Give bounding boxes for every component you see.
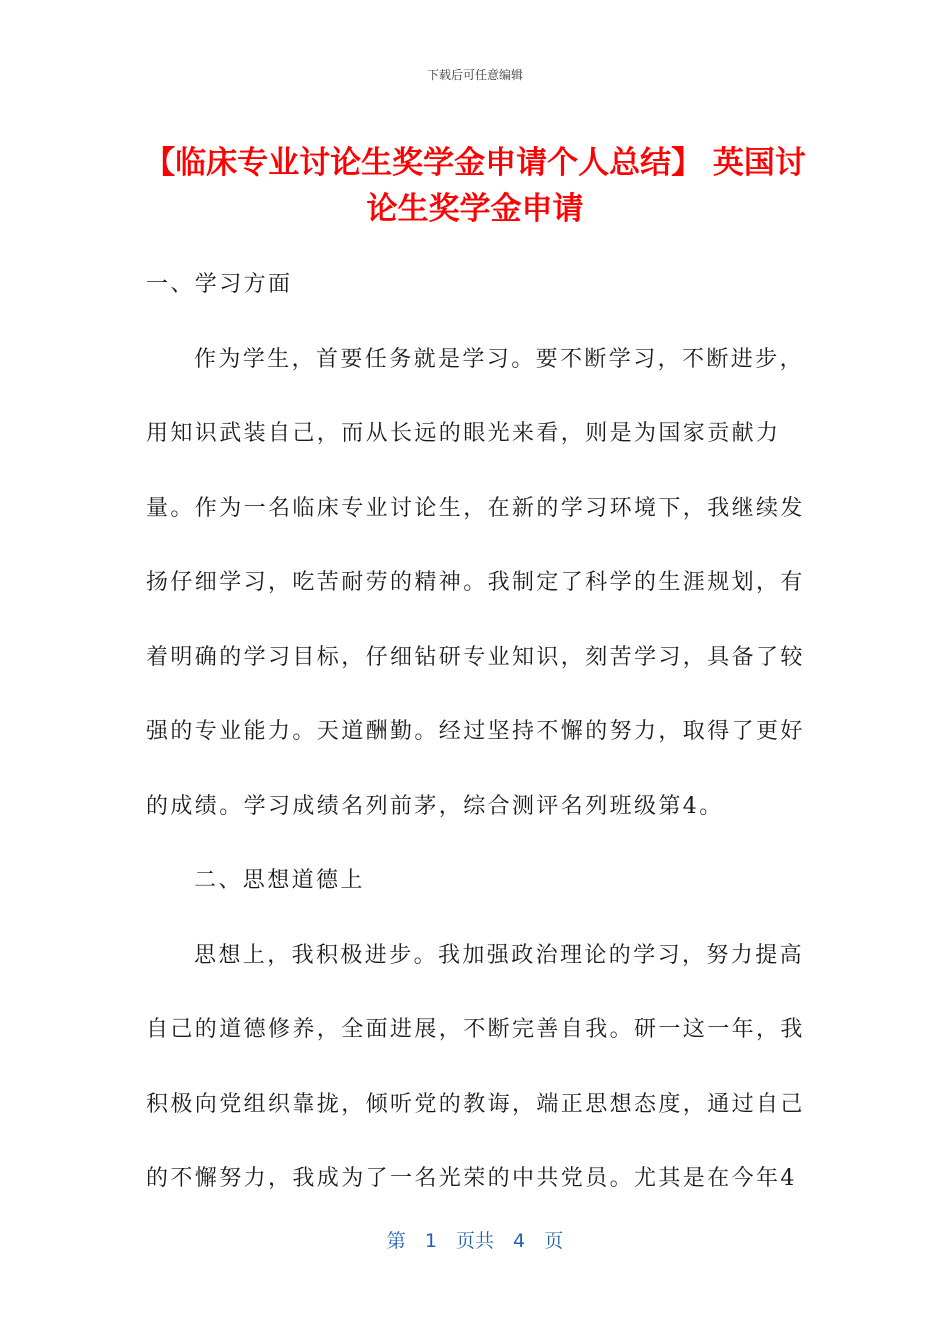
document-title: 【临床专业讨论生奖学金申请个人总结】 英国讨论生奖学金申请 [144, 145, 806, 227]
footer-mid: 页共 [455, 1230, 494, 1252]
document-body [146, 248, 806, 1217]
footer-page-total: 4 [513, 1230, 526, 1252]
footer-page-current: 1 [424, 1230, 437, 1252]
paragraph-study: 作为学生，首要任务就是学习。要不断学习，不断进步，用知识武装自己，而从长远的眼光来看，则是为国家贡献力量。作为一名临床专业讨论生，在新的学习环境下，我继续发扬仔细学习，吃苦耐劳的精神。我制定了科学的生涯规划，有着明确的学习目标，仔细钻研专业知识，刻苦学习，具备了较强的专业能力。天道酬勤。经过坚持不懈的努力，取得了更好的成绩。学习成绩名列前茅，综合测评名列班级第4。 [146, 346, 805, 819]
paragraph-ideology: 思想上，我积极进步。我加强政治理论的学习，努力提高自己的道德修养，全面进展，不断完善自我。研一这一年，我积极向党组织靠拢，倾听党的教诲，端正思想态度，通过自己的不懈努力，我成为了一名光荣的中共党员。尤其是在今年4 [146, 942, 805, 1191]
footer-suffix: 页 [544, 1230, 564, 1252]
section-heading-study: 一、学习方面 [146, 272, 293, 297]
section-heading-ideology: 二、思想道德上 [194, 868, 365, 893]
header-note: 下载后可任意编辑 [426, 68, 523, 82]
page-footer [0, 1226, 950, 1253]
footer-prefix: 第 [386, 1230, 406, 1252]
